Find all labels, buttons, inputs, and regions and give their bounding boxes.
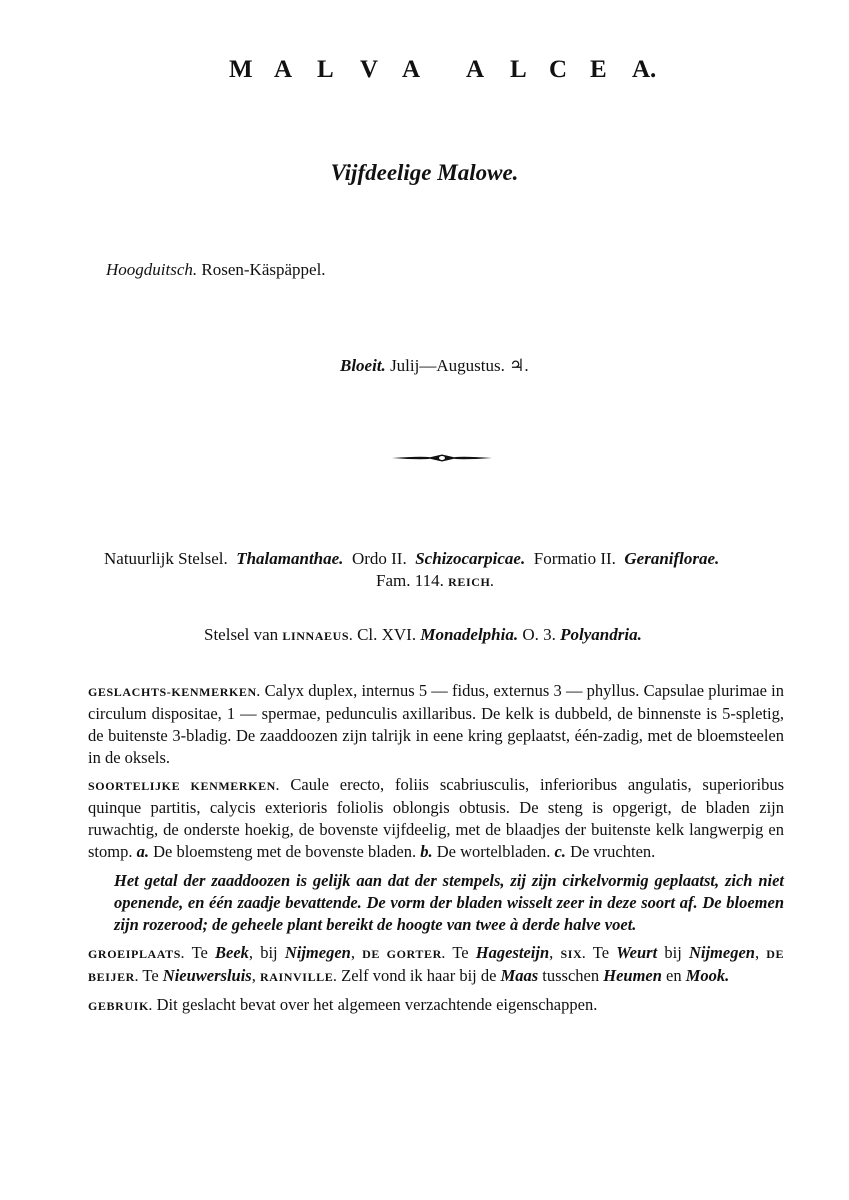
- figure-b-marker: b.: [420, 842, 433, 861]
- habitat-word: Zelf vond ik haar bij de: [341, 966, 497, 985]
- collector-rainville: RAINVILLE.: [259, 970, 337, 984]
- bloom-line: [340, 356, 529, 376]
- linnaeus-order: Polyandria.: [560, 625, 642, 644]
- natural-system-class: Thalamanthae.: [236, 549, 344, 568]
- collector-six: SIX.: [560, 947, 586, 961]
- title-letter: L: [510, 56, 527, 83]
- habitat-word: tusschen: [542, 966, 600, 985]
- place-mook: Mook.: [685, 966, 730, 985]
- species-text: Caule erecto, foliis scabriusculis, inferioribus angulatis, superioribus quinque partitis, calycis exterioris foliolis oblongis obtusis. De steng is opgerigt, de bladen zijn ruwachtig, de onderste hoekig, de bovenste vijfdeelig, met de blaadjes der buitenste kelk langwerpig en stomp.: [88, 775, 784, 861]
- habitat-paragraph: GROEIPLAATS. Te Beek, bij Nijmegen, DE GORTER. Te Hagesteijn, SIX. Te Weurt bij Nijmegen, DE BEIJER. Te Nieuwersluis, RAINVILLE. Zelf vond ik haar bij de Maas tusschen Heumen en Mook.: [88, 943, 785, 985]
- place-nijmegen-2: Nijmegen: [688, 943, 755, 962]
- bloom-value: Julij—Augustus.: [390, 356, 505, 375]
- genus-text: Calyx duplex, internus 5 — fidus, externus 3 — phyllus. Capsulae plurimae in circulum dispositae, 1 — spermae, pedunculis axillaribus. De kelk is dubbeld, de binnenste is 5-spletig, de buitenste 3-bladig. De zaaddoozen zijn talrijk in eene kring geplaatst, één-zadig, met de bloemsteelen in de oksels.: [88, 681, 784, 767]
- natural-system-label: Natuurlijk Stelsel.: [104, 549, 228, 568]
- figure-a-marker: a.: [136, 842, 149, 861]
- formatio-name: Geraniflorae.: [624, 549, 720, 568]
- habitat-word: bij: [664, 943, 682, 962]
- linnaeus-class-number: Cl. XVI.: [357, 625, 417, 644]
- natural-system-line: [104, 549, 719, 569]
- family-line: [376, 571, 494, 591]
- linnaeus-order-number: O. 3.: [522, 625, 556, 644]
- german-name-label: Hoogduitsch.: [106, 260, 198, 279]
- title-letter: A: [402, 56, 421, 83]
- formatio-label: Formatio II.: [533, 549, 616, 568]
- bloom-symbol: ♃.: [509, 356, 529, 375]
- german-name-line: [106, 260, 326, 280]
- habitat-word: Te: [142, 966, 159, 985]
- place-heumen: Heumen: [603, 966, 662, 985]
- reich-author: REICH.: [448, 575, 495, 589]
- linnaeus-system-line: [204, 625, 642, 645]
- place-hagesteijn: Hagesteijn: [475, 943, 550, 962]
- use-label: GEBRUIK.: [88, 999, 153, 1013]
- title-letter: M: [229, 56, 253, 83]
- linnaeus-label: Stelsel van: [204, 625, 279, 644]
- use-text: Dit geslacht bevat over het algemeen verzachtende eigenschappen.: [156, 995, 598, 1014]
- collector-beijer: DE BEIJER.: [88, 947, 785, 984]
- figure-a-text: De bloemsteng met de bovenste bladen.: [153, 842, 417, 861]
- figure-b-text: De wortelbladen.: [436, 842, 551, 861]
- species-label: SOORTELIJKE KENMERKEN.: [88, 779, 280, 793]
- linnaeus-class: Monadelphia.: [420, 625, 519, 644]
- title-letter: V: [360, 56, 379, 83]
- title-letter: C: [549, 56, 568, 83]
- habitat-label: GROEIPLAATS.: [88, 947, 185, 961]
- habitat-word: Te: [592, 943, 610, 962]
- habitat-word: Te: [191, 943, 208, 962]
- place-beek: Beek: [215, 943, 249, 962]
- title-letter: A: [274, 56, 293, 83]
- use-paragraph: [88, 994, 784, 1017]
- ornamental-rule: [390, 452, 494, 464]
- genus-paragraph: [88, 680, 784, 769]
- title-letter: E: [590, 56, 607, 83]
- habitat-word: , bij: [248, 943, 278, 962]
- place-maas: Maas: [500, 966, 539, 985]
- ordo-name: Schizocarpicae.: [415, 549, 526, 568]
- figure-c-marker: c.: [554, 842, 566, 861]
- german-name-value: Rosen-Käspäppel.: [201, 260, 326, 279]
- linnaeus-name: LINNAEUS.: [282, 629, 353, 643]
- habitat-word: Te: [452, 943, 469, 962]
- title-letter: A: [466, 56, 485, 83]
- subtitle: Vijfdeelige Malowe.: [330, 160, 519, 185]
- habitat-word: en: [666, 966, 682, 985]
- species-paragraph: [88, 774, 784, 863]
- figure-c-text: De vruchten.: [570, 842, 656, 861]
- title-letter: A.: [632, 56, 657, 83]
- place-nieuwersluis: Nieuwersluis: [162, 966, 252, 985]
- title-letter: L: [317, 56, 334, 83]
- place-nijmegen: Nijmegen: [284, 943, 351, 962]
- place-weurt: Weurt: [616, 943, 658, 962]
- genus-label: GESLACHTS-KENMERKEN.: [88, 685, 261, 699]
- ordo-label: Ordo II.: [351, 549, 407, 568]
- bloom-label: Bloeit.: [340, 356, 386, 375]
- family-number: Fam. 114.: [376, 571, 444, 590]
- collector-gorter: DE GORTER.: [362, 947, 446, 961]
- note-paragraph: Het getal der zaaddoozen is gelijk aan dat der stempels, zij zijn cirkelvormig geplaatst, zich niet openende, en één zaadje bevattende. De vorm der bladen wisselt zeer in deze soort af. De bloemen zijn rozerood; de geheele plant bereikt de hoogte van twee à derde halve voet.: [114, 871, 784, 934]
